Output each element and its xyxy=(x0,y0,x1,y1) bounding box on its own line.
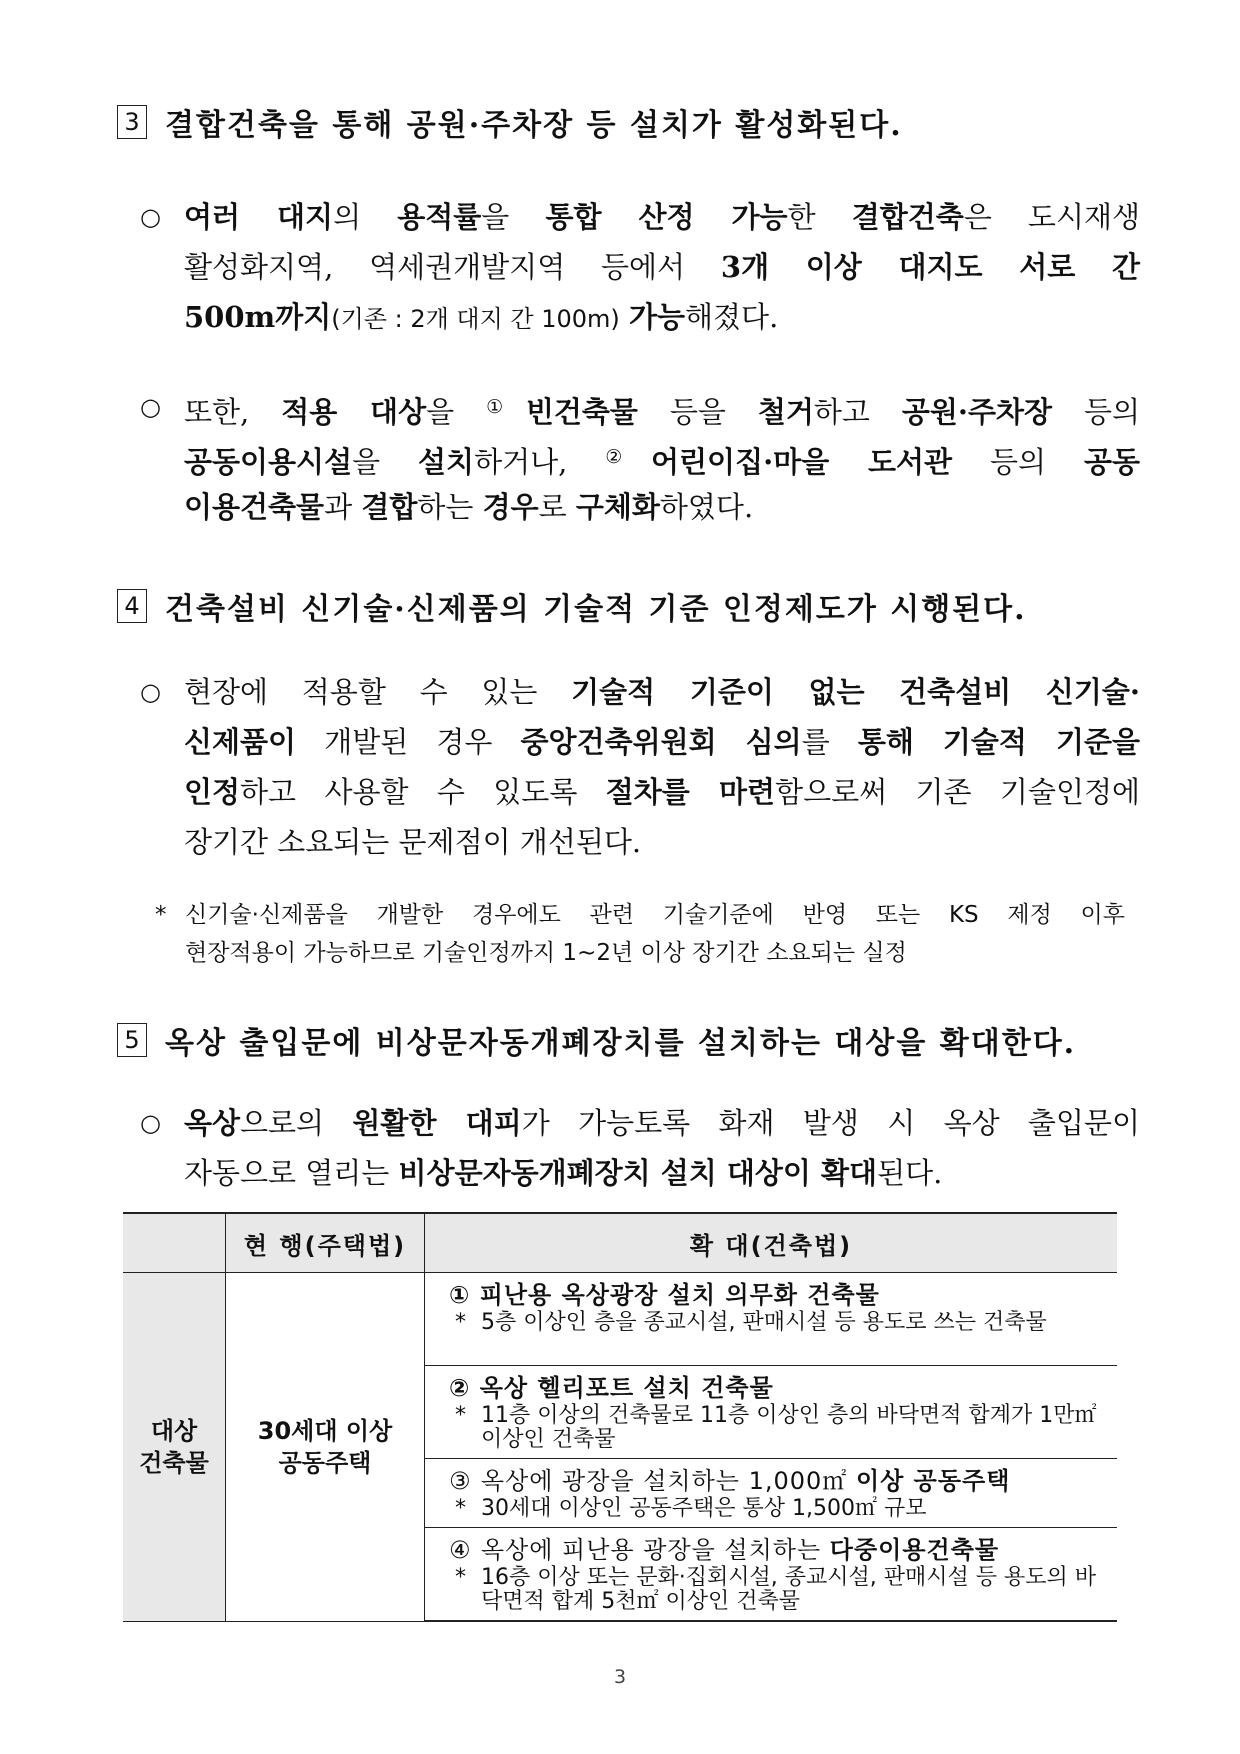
section-4-footnote xyxy=(155,896,1125,972)
item-number: ④ xyxy=(449,1536,472,1564)
text-run: 또한, xyxy=(184,395,282,429)
bold-text: 절차를 마련 xyxy=(605,775,776,809)
text-run: 하고 xyxy=(813,395,902,429)
expanded-item-1 xyxy=(425,1273,1118,1366)
section-5-paragraph-1 xyxy=(140,1098,1140,1198)
bold-text: 구체화 xyxy=(575,490,660,524)
section-number-box: 3 xyxy=(117,105,147,139)
section-5-heading xyxy=(117,1018,1137,1062)
text-run: (기존 : 2개 대지 간 100m) xyxy=(331,305,620,333)
paragraph-line xyxy=(184,667,1140,717)
section-3-paragraph-2 xyxy=(140,382,1140,532)
item-title-bold: 피난용 옥상광장 설치 의무화 건축물 xyxy=(479,1281,880,1309)
item-title xyxy=(449,1372,1105,1404)
text-run: 현장에 적용할 수 있는 xyxy=(184,675,572,709)
paragraph-line xyxy=(184,717,1140,767)
item-note-text: 5층 이상인 층을 종교시설, 판매시설 등 용도로 쓰는 건축물 xyxy=(481,1310,1047,1335)
item-note-text: 16층 이상 또는 문화·집회시설, 종교시설, 판매시설 등 용도의 바닥면적 합계 5천㎡ 이상인 건축물 xyxy=(481,1565,1096,1614)
text-run: 을 xyxy=(352,445,419,479)
item-title-plain: 옥상에 광장을 설치하는 1,000㎡ xyxy=(480,1467,856,1495)
table-header-empty xyxy=(123,1213,226,1273)
expanded-item-4 xyxy=(425,1528,1118,1622)
current-target-cell xyxy=(226,1273,425,1622)
table-header-row xyxy=(123,1213,1117,1273)
bold-text: 공원·주차장 xyxy=(901,395,1053,429)
bold-text: 결합 xyxy=(361,490,418,524)
bold-text: 공동 xyxy=(1083,445,1141,479)
bullet-marker: ○ xyxy=(140,1109,161,1137)
bold-text: 통해 기술적 기준을 xyxy=(857,725,1140,759)
text-run: 를 xyxy=(801,725,858,759)
bold-text: 비상문자동개폐장치 설치 대상이 확대 xyxy=(398,1156,878,1190)
table-header-current: 현 행(주택법) xyxy=(226,1213,425,1273)
note-marker: * xyxy=(455,1403,466,1428)
section-title: 건축설비 신기술·신제품의 기술적 기준 인정제도가 시행된다. xyxy=(165,592,1027,627)
footnote-line: 신기술·신제품을 개발한 경우에도 관련 기술기준에 반영 또는 KS 제정 이후 xyxy=(185,902,1125,928)
section-3-heading xyxy=(117,100,1137,144)
section-title: 결합건축을 통해 공원·주차장 등 설치가 활성화된다. xyxy=(165,108,903,143)
bold-text: 통합 산정 가능 xyxy=(545,200,788,234)
comparison-table xyxy=(123,1212,1117,1622)
bold-text: 인정 xyxy=(184,775,241,809)
row-label-cell xyxy=(123,1273,226,1622)
text-run: 한 xyxy=(787,200,852,234)
paragraph-line xyxy=(184,1098,1140,1148)
text-run: 하거나, xyxy=(474,445,606,479)
text-run: 등의 xyxy=(952,445,1084,479)
bold-text: 결합건축 xyxy=(851,200,964,234)
text-run: 장기간 소요되는 문제점이 개선된다. xyxy=(184,825,642,859)
paragraph-line xyxy=(184,192,1140,242)
text-run: 을 xyxy=(481,200,546,234)
item-note xyxy=(449,1404,1105,1452)
paragraph-line xyxy=(184,817,1140,867)
item-number: ① xyxy=(449,1281,471,1309)
item-title xyxy=(449,1534,1105,1566)
bold-text: 3개 이상 대지도 서로 간 xyxy=(720,250,1140,284)
text-run: 된다. xyxy=(877,1156,943,1190)
section-4-paragraph-1 xyxy=(140,667,1140,867)
bullet-marker: ○ xyxy=(140,678,161,706)
item-number: ② xyxy=(449,1374,471,1402)
text-run: 등을 xyxy=(637,395,758,429)
current-target-line: 30세대 이상 xyxy=(257,1416,393,1445)
bullet-marker: ○ xyxy=(140,203,161,231)
bold-text: 500m까지 xyxy=(184,300,332,334)
item-title-bold: 다중이용건축물 xyxy=(829,1536,1000,1564)
paragraph-line xyxy=(184,382,1140,432)
text-run: 가 가능토록 화재 발생 시 옥상 출입문이 xyxy=(521,1106,1140,1140)
section-3-paragraph-1 xyxy=(140,192,1140,342)
text-run: 자동으로 열리는 xyxy=(184,1156,399,1190)
bold-text: 경우 xyxy=(482,490,539,524)
text-run: 하는 xyxy=(417,490,483,524)
table-header-expanded: 확 대(건축법) xyxy=(425,1213,1118,1273)
section-4-heading xyxy=(117,584,1137,628)
section-number-box: 5 xyxy=(117,1023,147,1057)
item-number: ③ xyxy=(449,1467,472,1495)
text-run: 로 xyxy=(538,490,576,524)
item-note xyxy=(449,1566,1105,1614)
text-run xyxy=(620,300,629,334)
note-marker: * xyxy=(455,1565,466,1590)
section-number-box: 4 xyxy=(117,589,147,623)
bullet-marker: ○ xyxy=(140,393,161,421)
row-label-line: 대상 xyxy=(150,1416,198,1445)
circled-number: ① xyxy=(486,396,526,418)
bold-text: 용적률 xyxy=(397,200,482,234)
text-run: 해졌다. xyxy=(685,300,779,334)
text-run: 활성화지역, 역세권개발지역 등에서 xyxy=(184,250,721,284)
text-run: 을 xyxy=(426,395,487,429)
bold-text: 여러 대지 xyxy=(184,200,334,234)
bold-text: 설치 xyxy=(418,445,475,479)
item-note xyxy=(449,1497,1105,1521)
text-run: 의 xyxy=(333,200,398,234)
text-run: 등의 xyxy=(1052,395,1140,429)
item-note-text: 30세대 이상인 공동주택은 통상 1,500㎡ 규모 xyxy=(481,1496,927,1521)
item-title-bold: 이상 공동주택 xyxy=(855,1467,1011,1495)
table-row xyxy=(123,1273,1117,1366)
text-run: 함으로써 기존 기술인정에 xyxy=(775,775,1140,809)
note-marker: * xyxy=(455,1496,466,1521)
bold-text: 빈건축물 xyxy=(525,395,638,429)
item-title xyxy=(449,1279,1105,1311)
text-run: 과 xyxy=(324,490,362,524)
bold-text: 신제품이 xyxy=(184,725,297,759)
bold-text: 옥상 xyxy=(184,1106,241,1140)
item-title xyxy=(449,1465,1105,1497)
text-run: 은 도시재생 xyxy=(963,200,1140,234)
expanded-item-2 xyxy=(425,1366,1118,1459)
text-run: 으로의 xyxy=(240,1106,353,1140)
bold-text: 가능 xyxy=(629,300,686,334)
bold-text: 공동이용시설 xyxy=(184,445,353,479)
paragraph-line xyxy=(184,292,1140,342)
text-run: 하였다. xyxy=(659,490,754,524)
paragraph-line xyxy=(184,432,1140,482)
item-title-bold: 옥상 헬리포트 설치 건축물 xyxy=(479,1374,774,1402)
item-title-plain: 옥상에 피난용 광장을 설치하는 xyxy=(480,1536,830,1564)
paragraph-line xyxy=(184,242,1140,292)
page-number: 3 xyxy=(613,1666,627,1688)
expanded-item-3 xyxy=(425,1459,1118,1528)
item-note-text: 11층 이상의 건축물로 11층 이상인 층의 바닥면적 합계가 1만㎡ 이상인 건축물 xyxy=(481,1403,1097,1452)
note-marker: * xyxy=(455,1310,466,1335)
bold-text: 철거 xyxy=(757,395,814,429)
paragraph-line xyxy=(184,482,1140,532)
row-label-line: 건축물 xyxy=(139,1448,209,1477)
paragraph-line xyxy=(184,1148,1140,1198)
circled-number: ② xyxy=(605,446,652,468)
bold-text: 중앙건축위원회 심의 xyxy=(520,725,802,759)
bold-text: 이용건축물 xyxy=(184,490,325,524)
bold-text: 원활한 대피 xyxy=(352,1106,522,1140)
bold-text: 기술적 기준이 없는 건축설비 신기술· xyxy=(571,675,1140,709)
current-target-line: 공동주택 xyxy=(278,1448,372,1477)
paragraph-line xyxy=(184,767,1140,817)
text-run: 하고 사용할 수 있도록 xyxy=(240,775,606,809)
footnote-line: 현장적용이 가능하므로 기술인정까지 1~2년 이상 장기간 소요되는 실정 xyxy=(185,940,907,966)
bold-text: 어린이집·마을 도서관 xyxy=(651,445,953,479)
bold-text: 적용 대상 xyxy=(281,395,427,429)
text-run: 개발된 경우 xyxy=(296,725,521,759)
footnote-marker: * xyxy=(155,902,167,928)
section-title: 옥상 출입문에 비상문자동개폐장치를 설치하는 대상을 확대한다. xyxy=(165,1026,1077,1061)
item-note xyxy=(449,1311,1105,1335)
